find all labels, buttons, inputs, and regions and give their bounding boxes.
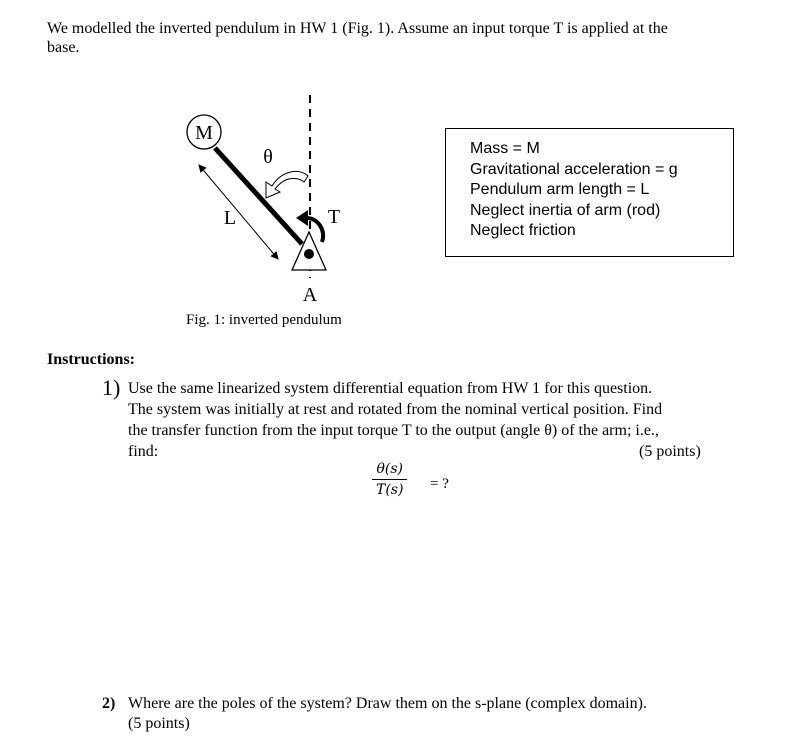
param-arm-length: Pendulum arm length = L — [470, 181, 650, 198]
q2-number: 2) — [102, 695, 116, 712]
tf-denominator: T(s) — [376, 482, 404, 498]
intro-line-2: base. — [47, 39, 80, 56]
length-label: L — [223, 207, 237, 229]
param-mass: Mass = M — [470, 140, 540, 157]
param-neglect-friction: Neglect friction — [470, 222, 576, 239]
angle-arrow-icon — [266, 171, 308, 198]
instructions-heading: Instructions: — [47, 351, 136, 368]
figure-caption: Fig. 1: inverted pendulum — [186, 312, 342, 328]
q1-points: (5 points) — [639, 443, 701, 460]
q1-line-1: Use the same linearized system differential equation from HW 1 for this question. — [128, 380, 653, 397]
q1-line-2: The system was initially at rest and rotated from the nominal vertical position. Find — [128, 401, 663, 418]
intro-line-1: We modelled the inverted pendulum in HW 1 (Fig. 1). Assume an input torque T is applied at the — [47, 20, 668, 37]
parameters-box — [445, 128, 734, 257]
pivot-label: A — [302, 284, 318, 306]
transfer-function-fraction — [372, 461, 407, 498]
q1-line-4: find: — [128, 443, 159, 460]
tf-equals: = ? — [430, 476, 449, 492]
tf-numerator: θ(s) — [376, 461, 403, 477]
length-arrow — [199, 165, 278, 259]
pendulum-rod — [215, 148, 302, 244]
param-neglect-inertia: Neglect inertia of arm (rod) — [470, 201, 661, 219]
pivot-dot — [304, 249, 314, 259]
q2-line-2: (5 points) — [128, 715, 190, 732]
angle-label: θ — [263, 146, 273, 168]
torque-label: T — [327, 206, 341, 228]
q1-line-3: the transfer function from the input torque T to the output (angle θ) of the arm; i.e., — [128, 422, 659, 439]
q2-line-1: Where are the poles of the system? Draw them on the s-plane (complex domain). — [128, 695, 647, 712]
param-gravity: Gravitational acceleration = g — [470, 160, 678, 178]
mass-label: M — [195, 122, 213, 144]
q1-number: 1) — [102, 375, 121, 400]
